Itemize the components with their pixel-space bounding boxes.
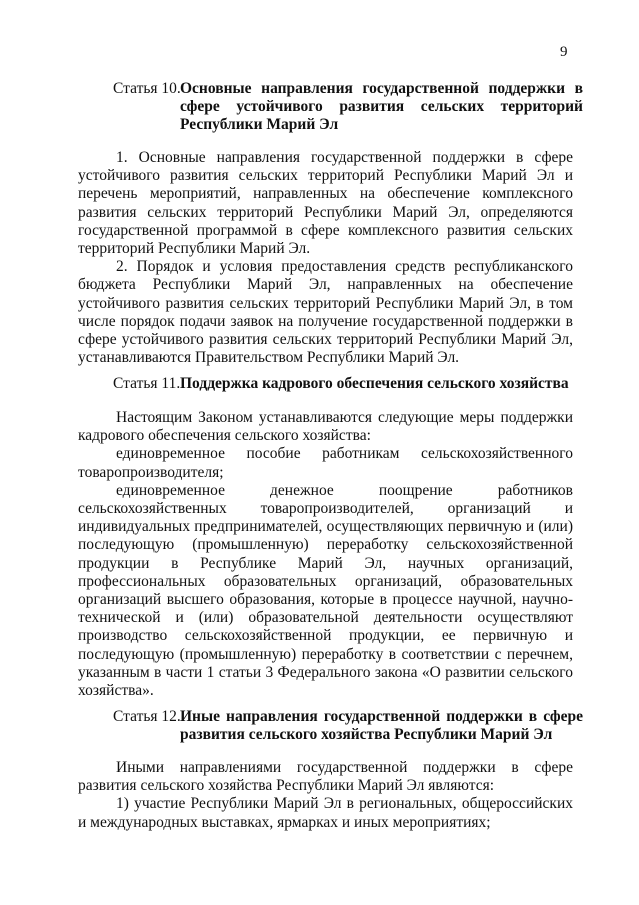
article-11-title: Поддержка кадрового обеспечения сельского хозяйства [180,375,569,392]
article-10-heading [113,80,583,134]
article-12-body [78,759,573,832]
article-11-paragraph-2: единовременное пособие работникам сельскохозяйственного товаропроизводителя; [78,445,573,481]
article-12-paragraph-2: 1) участие Республики Марий Эл в региональных, общероссийских и международных выставках, ярмарках и иных мероприятиях; [78,795,573,831]
article-10-title: Основные направления государственной поддержки в сфере устойчивого развития сельских территорий Республики Марий Эл [180,80,583,133]
article-11-heading [113,375,583,393]
page-number: 9 [560,44,568,60]
article-12-label: Статья 12. [113,708,181,725]
article-11-body [78,409,573,700]
article-10-label: Статья 10. [113,80,181,97]
article-10-paragraph-1: 1. Основные направления государственной поддержки в сфере устойчивого развития сельских территорий Республики Марий Эл и перечень мероприятий, направленных на обеспечение комплексного развития сельских территорий Республики Марий Эл, определяются государственной программой в сфере комплексного развития сельских территорий Республики Марий Эл. [78,149,573,258]
article-10-body [78,149,573,367]
article-12-title: Иные направления государственной поддержки в сфере развития сельского хозяйства Республики Марий Эл [180,708,583,743]
article-12-paragraph-1: Иными направлениями государственной поддержки в сфере развития сельского хозяйства Республики Марий Эл являются: [78,759,573,795]
article-11-paragraph-3: единовременное денежное поощрение работников сельскохозяйственных товаропроизводителей, организаций и индивидуальных предпринимателей, осуществляющих первичную и (или) последующую (промышленную) переработку сельскохозяйственной продукции в Республике Марий Эл, научных организаций, профессиональных образовательных организаций, образовательных организаций высшего образования, которые в процессе научной, научно-технической и (или) образовательной деятельности осуществляют производство сельскохозяйственной продукции, ее первичную и последующую (промышленную) переработку в соответствии с перечнем, указанным в части 1 статьи 3 Федерального закона «О развитии сельского хозяйства». [78,481,573,700]
article-11-paragraph-1: Настоящим Законом устанавливаются следующие меры поддержки кадрового обеспечения сельского хозяйства: [78,409,573,445]
article-11-label: Статья 11. [113,375,181,392]
article-12-heading [113,708,583,744]
article-10-paragraph-2: 2. Порядок и условия предоставления средств республиканского бюджета Республики Марий Эл, направленных на обеспечение устойчивого развития сельских территорий Республики Марий Эл, в том числе порядок подачи заявок на получение государственной поддержки в сфере устойчивого развития сельских территорий Республики Марий Эл, устанавливаются Правительством Республики Марий Эл. [78,258,573,367]
